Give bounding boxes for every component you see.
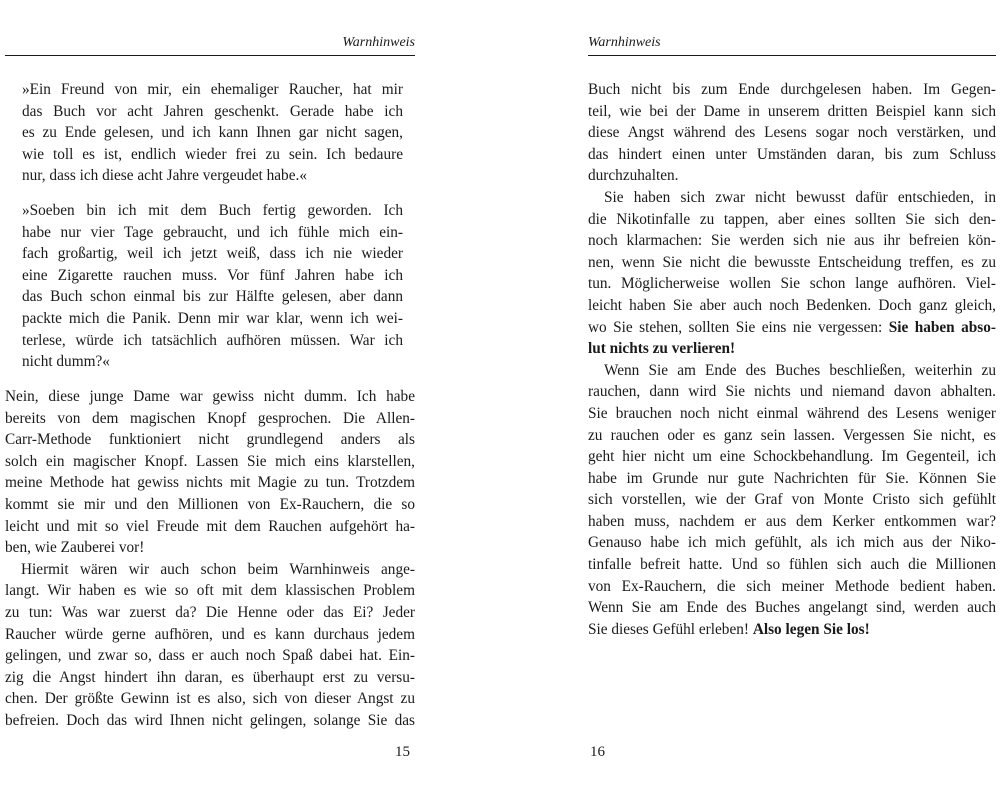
testimonial-quote-2 xyxy=(5,200,415,373)
line-text: rauchen, dann wird Sie nichts und niemand davon abhalten. xyxy=(588,383,996,401)
line-text: fach großartig, weil ich jetzt weiß, dass ich nie wieder xyxy=(22,245,403,263)
text-line xyxy=(588,532,996,554)
line-text: teil, wie bei der Dame in unserem dritten Beispiel kann sich xyxy=(588,102,996,120)
text-line xyxy=(5,408,415,430)
line-text: es zu Ende gelesen, und ich kann Ihnen gar nicht sagen, xyxy=(22,124,403,142)
line-text: wie toll es ist, endlich wieder frei zu sein. Ich bedaure xyxy=(22,145,403,163)
text-line xyxy=(5,243,415,265)
testimonial-quote-1 xyxy=(5,79,415,187)
page-number-left: 15 xyxy=(395,744,410,760)
text-line xyxy=(5,265,415,287)
text-line xyxy=(588,230,996,252)
header-rule-right xyxy=(588,55,996,56)
running-head-left: Warnhinweis xyxy=(342,35,415,50)
text-line xyxy=(5,165,415,187)
text-line xyxy=(5,222,415,244)
text-line xyxy=(5,451,415,473)
line-text: das Buch schon einmal bis zur Hälfte gelesen, aber dann xyxy=(22,288,403,306)
text-line xyxy=(5,559,415,581)
line-text: packte mich die Panik. Denn mir war klar, wenn ich wei- xyxy=(22,309,403,327)
text-line xyxy=(588,511,996,533)
text-line xyxy=(5,667,415,689)
text-line xyxy=(5,429,415,451)
left-body-text xyxy=(5,386,415,732)
text-line xyxy=(5,386,415,408)
line-text: befreien. Doch das wird Ihnen nicht gelingen, solange Sie das xyxy=(5,711,415,729)
text-line xyxy=(588,101,996,123)
text-line xyxy=(588,597,996,619)
line-text: gelingen, und zwar so, dass er auch noch Spaß dabei hat. Ein- xyxy=(5,647,415,665)
text-line xyxy=(588,273,996,295)
text-line xyxy=(5,516,415,538)
text-line xyxy=(588,619,996,641)
line-text: Sie haben sich zwar nicht bewusst dafür entschieden, in xyxy=(604,188,996,206)
text-line xyxy=(5,624,415,646)
line-text: eine Zigarette rauchen muss. Vor fünf Jahren habe ich xyxy=(22,266,403,284)
line-text: sich vorstellen, wie der Graf von Monte Cristo sich gefühlt xyxy=(588,491,996,509)
line-text: bereits von dem magischen Knopf gesprochen. Die Allen- xyxy=(5,409,415,427)
page-number-right: 16 xyxy=(590,744,605,760)
line-text: Buch nicht bis zum Ende durchgelesen haben. Im Gegen- xyxy=(588,81,996,98)
text-line xyxy=(5,351,415,373)
text-line xyxy=(5,330,415,352)
line-text: nen, wenn Sie nicht die bewusste Entscheidung treffen, es zu xyxy=(588,253,996,271)
line-text: habe im Grunde nur gute Nachrichten für Sie. Können Sie xyxy=(588,469,996,487)
line-text: kommt sie mir und den Millionen von Ex-Rauchern, die so xyxy=(5,495,415,513)
text-line xyxy=(588,209,996,231)
line-text: noch klarmachen: Sie werden sich nie aus ihr befreien kön- xyxy=(588,232,996,250)
text-line xyxy=(588,187,996,209)
text-line xyxy=(5,286,415,308)
text-line xyxy=(588,360,996,382)
text-line xyxy=(588,338,996,360)
right-body-text xyxy=(588,79,996,640)
line-text: habe nur vier Tage gebraucht, und ich fühle mich ein- xyxy=(22,223,403,241)
text-line xyxy=(5,645,415,667)
text-line xyxy=(588,425,996,447)
line-text: meine Methode hat gewiss nichts mit Magie zu tun. Trotzdem xyxy=(5,474,415,492)
text-line xyxy=(5,200,415,222)
text-line xyxy=(588,403,996,425)
text-line xyxy=(588,122,996,144)
line-text: ben, wie Zauberei vor! xyxy=(5,539,145,557)
line-text: »Soeben bin ich mit dem Buch fertig geworden. Ich xyxy=(22,202,403,219)
line-text: leicht haben Sie aber auch noch Bedenken. Doch ganz gleich, xyxy=(588,296,996,314)
text-line xyxy=(588,576,996,598)
text-line xyxy=(588,79,996,101)
line-text: nicht dumm?« xyxy=(22,353,110,371)
line-text: solch ein magischer Knopf. Lassen Sie mich eins klarstellen, xyxy=(5,452,415,470)
header-rule-left xyxy=(5,55,415,56)
line-text: Genauso habe ich mich gefühlt, als ich mich aus der Niko- xyxy=(588,534,996,552)
text-line xyxy=(5,472,415,494)
line-text: diese Angst während des Lesens sogar noch verstärken, und xyxy=(588,124,996,142)
text-line xyxy=(5,580,415,602)
line-text: haben muss, nachdem er aus dem Kerker entkommen war? xyxy=(588,512,996,530)
running-head-right: Warnhinweis xyxy=(588,35,661,50)
text-line xyxy=(5,79,415,101)
line-text: das hindert einen unter Umständen daran, bis zum Schluss xyxy=(588,145,996,163)
text-line xyxy=(5,308,415,330)
text-line xyxy=(588,554,996,576)
line-text: Sie dieses Gefühl erleben! xyxy=(588,620,753,638)
line-text: chen. Der größte Gewinn ist es also, sich von dieser Angst zu xyxy=(5,690,415,708)
text-line xyxy=(5,122,415,144)
line-text: geht hier nicht um eine Schockbehandlung. Im Gegenteil, ich xyxy=(588,448,996,466)
text-line xyxy=(5,602,415,624)
line-text: zu tun: Was war zuerst da? Die Henne oder das Ei? Jeder xyxy=(5,603,415,621)
text-line xyxy=(5,710,415,732)
line-text: von Ex-Rauchern, die sich meiner Methode bedient haben. xyxy=(588,577,996,595)
text-line xyxy=(5,537,415,559)
line-text: das Buch vor acht Jahren geschenkt. Gerade habe ich xyxy=(22,102,403,120)
line-text: die Nikotinfalle zu tappen, aber eines sollten Sie sich den- xyxy=(588,210,996,228)
line-text: Sie brauchen noch nicht einmal während des Lesens weniger xyxy=(588,404,996,422)
line-text: tinfalle befreit hatte. Und so fühlen sich auch die Millionen xyxy=(588,556,996,574)
line-text: Carr-Methode funktioniert nicht grundlegend anders als xyxy=(5,431,415,449)
line-text: »Ein Freund von mir, ein ehemaliger Raucher, hat mir xyxy=(22,81,403,98)
line-text: nur, dass ich diese acht Jahre vergeudet habe.« xyxy=(22,167,307,185)
text-line xyxy=(588,295,996,317)
bold-emphasis: Sie haben abso- xyxy=(888,318,996,336)
line-text: Hiermit wären wir auch schon beim Warnhinweis ange- xyxy=(21,560,415,578)
text-line xyxy=(5,494,415,516)
bold-emphasis: Also legen Sie los! xyxy=(752,620,870,638)
line-text: leicht und mit so viel Freude mit dem Rauchen aufgehört ha- xyxy=(5,517,415,535)
line-text: Wenn Sie am Ende des Buches beschließen, weiterhin zu xyxy=(604,361,996,379)
text-line xyxy=(588,381,996,403)
line-text: terlese, würde ich tatsächlich aufhören müssen. War ich xyxy=(22,331,403,349)
text-line xyxy=(5,688,415,710)
text-line xyxy=(588,489,996,511)
right-page xyxy=(588,0,996,800)
text-line xyxy=(5,144,415,166)
line-text: zig die Angst hindert ihn daran, es überhaupt erst zu versu- xyxy=(5,668,415,686)
line-text: langt. Wir haben es wie so oft mit dem klassischen Problem xyxy=(5,582,415,600)
line-text: durchzuhalten. xyxy=(588,167,679,185)
line-text: tun. Möglicherweise wollen Sie schon lange aufhören. Viel- xyxy=(588,275,996,293)
text-line xyxy=(588,252,996,274)
line-text: Raucher würde gerne aufhören, und es kann durchaus jedem xyxy=(5,625,415,643)
line-text: zu rauchen oder es ganz sein lassen. Vergessen Sie nicht, es xyxy=(588,426,996,444)
line-text: Wenn Sie am Ende des Buches angelangt sind, werden auch xyxy=(588,599,996,617)
text-line xyxy=(588,144,996,166)
line-text: wo Sie stehen, sollten Sie eins nie vergessen: xyxy=(588,318,889,336)
text-line xyxy=(5,101,415,123)
text-line xyxy=(588,468,996,490)
left-page xyxy=(5,0,415,800)
bold-emphasis: lut nichts zu verlieren! xyxy=(588,340,736,358)
text-line xyxy=(588,165,996,187)
line-text: Nein, diese junge Dame war gewiss nicht dumm. Ich habe xyxy=(5,388,415,405)
text-line xyxy=(588,317,996,339)
text-line xyxy=(588,446,996,468)
